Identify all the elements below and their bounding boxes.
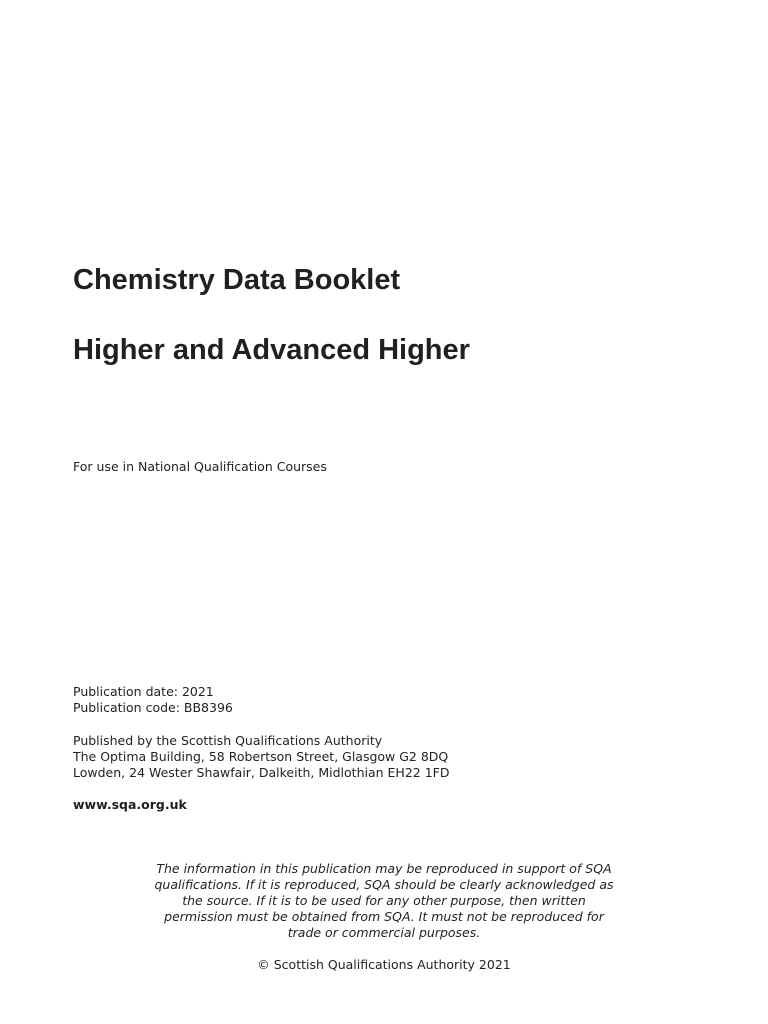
notice-line: The information in this publication may be reproduced in support of SQA	[156, 861, 612, 876]
publication-code: Publication code: BB8396	[73, 700, 233, 715]
publication-info	[73, 684, 233, 716]
reproduction-notice	[134, 861, 634, 941]
document-title: Chemistry Data Booklet	[73, 264, 401, 296]
website-link[interactable]: www.sqa.org.uk	[73, 797, 187, 812]
notice-line: trade or commercial purposes.	[287, 925, 481, 940]
address-glasgow: The Optima Building, 58 Robertson Street, Glasgow G2 8DQ	[73, 749, 449, 764]
publication-date: Publication date: 2021	[73, 684, 214, 699]
publisher-info	[73, 733, 449, 781]
copyright-notice: © Scottish Qualifications Authority 2021	[257, 957, 511, 972]
notice-line: permission must be obtained from SQA. It must not be reproduced for	[164, 909, 604, 924]
published-by: Published by the Scottish Qualifications Authority	[73, 733, 383, 748]
document-subtitle: Higher and Advanced Higher	[73, 334, 470, 366]
notice-line: the source. If it is to be used for any other purpose, then written	[182, 893, 586, 908]
intended-use-text: For use in National Qualification Courses	[73, 459, 327, 474]
address-dalkeith: Lowden, 24 Wester Shawfair, Dalkeith, Midlothian EH22 1FD	[73, 765, 450, 780]
notice-line: qualifications. If it is reproduced, SQA should be clearly acknowledged as	[154, 877, 614, 892]
